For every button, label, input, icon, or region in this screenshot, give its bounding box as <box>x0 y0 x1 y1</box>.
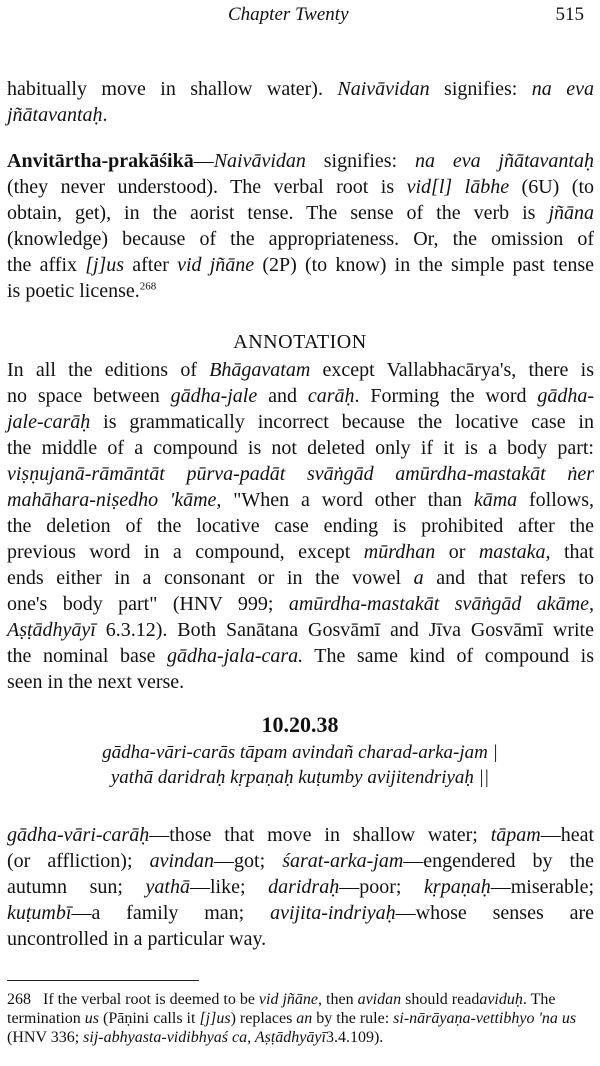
text-line: the middle of a compound is not deleted only if it is a body part: <box>7 437 594 459</box>
commentary-paragraph <box>7 148 594 304</box>
annotation-body <box>7 357 594 695</box>
footnote-line: aviduḥ. The termination us (Pāṇini calls it [j]us) replaces an by the rule: si- <box>7 991 556 1027</box>
text-line: viṣṇujanā-rāmāntāt pūrva-padāt svāṅgād amūrdha-mastakāt ṅer <box>7 463 594 485</box>
footnote-divider <box>7 980 199 981</box>
term: na eva <box>531 78 594 100</box>
text-line: the deletion of the locative case ending is prohibited after the <box>7 515 594 537</box>
text-line: In all the editions of Bhāgavatam except Vallabhacārya's, there is <box>7 359 594 381</box>
text-line: previous word in a compound, except mūrdhan or mastaka, that <box>7 541 594 563</box>
text-line: seen in the next verse. <box>7 671 185 693</box>
text-line: (knowledge) because of the appropriateness. Or, the omission of <box>7 228 594 250</box>
text-line: Anvitārtha-prakāśikā—Naivāvidan signifies: na eva jñātavantaḥ <box>7 150 594 172</box>
verse-line-1: gādha-vāri-carās tāpam avindañ charad-arka-jam | <box>102 742 498 763</box>
synonym-line: autumn sun; yathā—like; daridraḥ—poor; kṛpaṇaḥ—miserable; <box>7 876 595 898</box>
synonym-line: uncontrolled in a particular way. <box>7 928 267 950</box>
text-run: signifies: <box>429 78 532 100</box>
text-line <box>7 102 594 128</box>
text-run: habitually move in shallow water). <box>7 78 338 100</box>
footnote-line: nārāyaṇa-vettibhyo 'na us (HNV 336; sij-abhyasta-vidibhyaś ca, Aṣṭādhyāyī <box>7 1010 577 1046</box>
term: jñātavantaḥ <box>7 104 103 126</box>
footnote-line: 268 If the verbal root is deemed to be vid jñāne, then avidan should read <box>7 991 480 1008</box>
text-line: one's body part" (HNV 999; amūrdha-mastakāt svāṅgād akāme, <box>7 593 594 615</box>
paragraph-continuation <box>7 76 594 128</box>
text-line: jale-carāḥ is grammatically incorrect because the locative case in <box>7 411 594 433</box>
synonym-line: (or affliction); avindan—got; śarat-arka-jam—engendered by the <box>7 850 594 872</box>
verse-number: 10.20.38 <box>261 712 339 737</box>
word-for-word-synonyms <box>7 822 594 952</box>
text-run: . <box>102 104 108 126</box>
page-number: 515 <box>555 4 584 25</box>
text-line: mahāhara-niṣedho 'kāme, "When a word other than kāma follows, <box>7 489 595 511</box>
annotation-heading: ANNOTATION <box>233 331 367 353</box>
chapter-title: Chapter Twenty <box>228 4 349 25</box>
verse-text <box>0 740 600 790</box>
term: Naivāvidan <box>337 78 430 100</box>
text-line: obtain, get), in the aorist tense. The sense of the verb is jñāna <box>7 202 594 224</box>
text-line: ends either in a consonant or in the vowel a and that refers to <box>7 567 594 589</box>
text-line: is poetic license.$^{268}$ <box>7 280 157 302</box>
footnote-268 <box>7 990 594 1047</box>
text-line: the affix [j]us after vid jñāne (2P) (to know) in the simple past tense <box>7 254 594 276</box>
text-line: the nominal base gādha-jala-cara. The same kind of compound is <box>7 645 594 667</box>
footnote-line: 3.4.109). <box>325 1029 384 1046</box>
synonym-line: kuṭumbī—a family man; avijita-indriyaḥ—whose senses are <box>7 902 595 924</box>
text-line: Aṣṭādhyāyī 6.3.12). Both Sanātana Gosvāmī and Jīva Gosvāmī write <box>7 619 594 641</box>
text-line: (they never understood). The verbal root is vid[l] lābhe (6U) (to <box>7 176 594 198</box>
verse-line-2: yathā daridraḥ kṛpaṇaḥ kuṭumby avijitendriyaḥ || <box>110 767 490 788</box>
synonym-line: gādha-vāri-carāḥ—those that move in shallow water; tāpam—heat <box>7 824 594 846</box>
text-line <box>7 76 594 102</box>
running-head <box>0 2 600 26</box>
text-line: no space between gādha-jale and carāḥ. Forming the word gādha- <box>7 385 594 407</box>
